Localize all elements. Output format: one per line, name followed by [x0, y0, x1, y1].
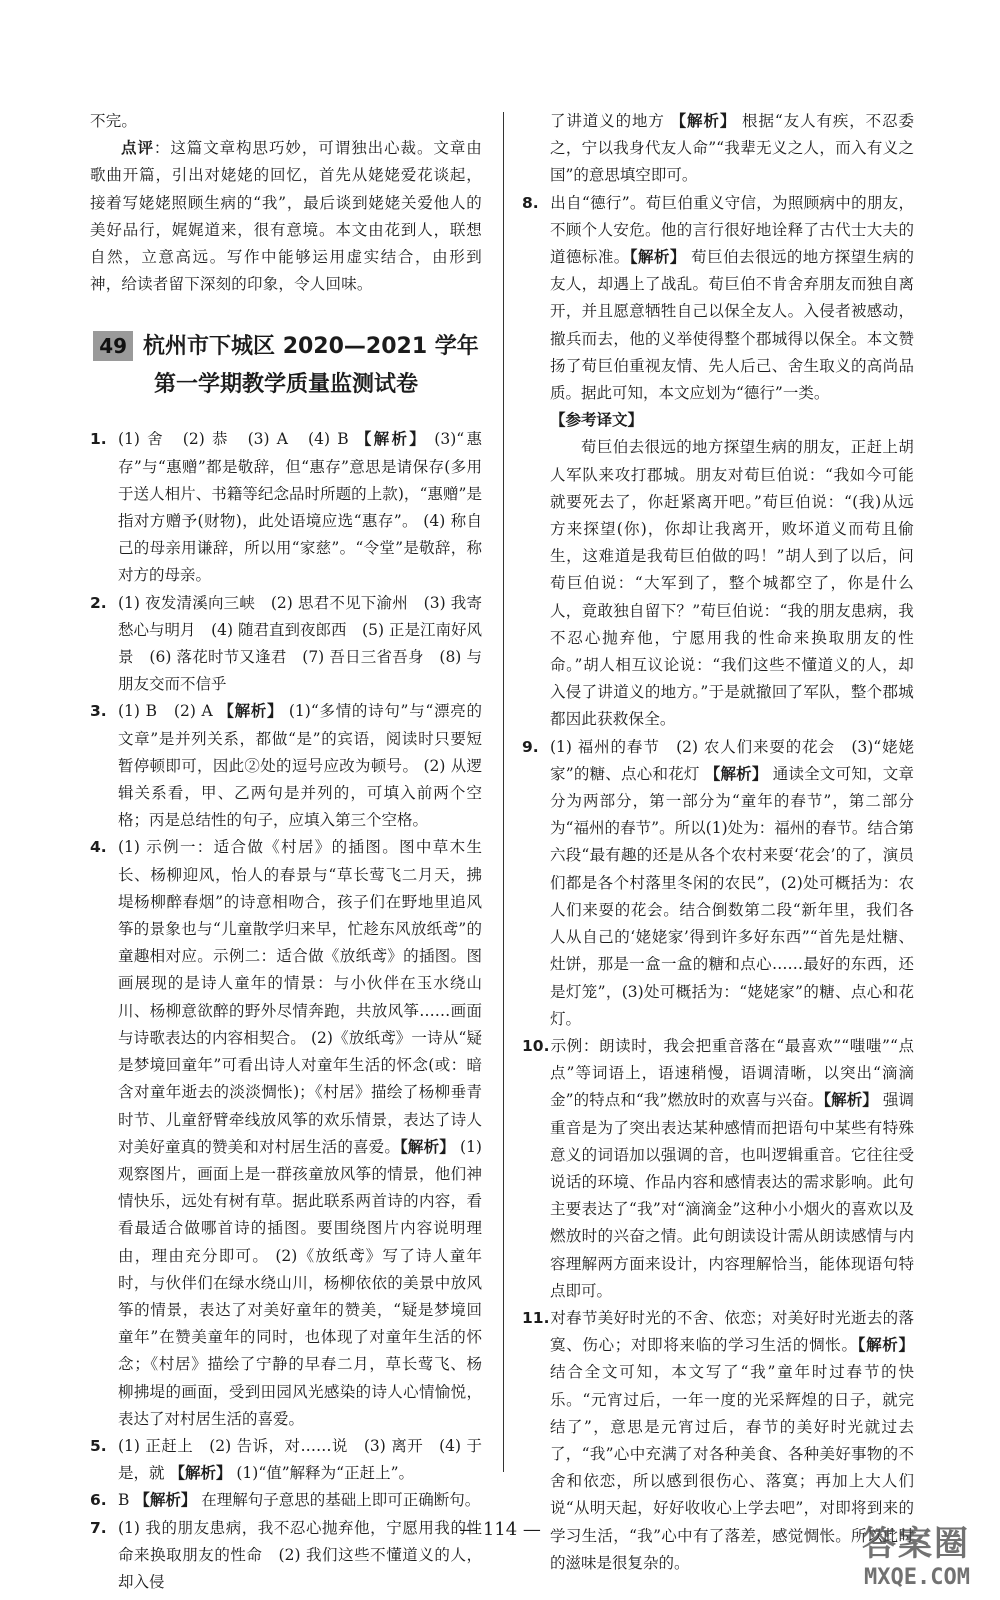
reference-translation-heading: 【参考译文】	[550, 411, 644, 430]
answer-text: (1) B (2) A	[118, 702, 219, 721]
item-number: 3.	[90, 702, 107, 721]
answer-text: 对春节美好时光的不舍、依恋；对美好时光逝去的落寞、伤心；对即将来临的学习生活的惆怅。	[550, 1308, 914, 1355]
answer-item-5	[90, 1433, 482, 1487]
analysis-text: 根据“友人有疾，不忍委之，宁以我身代友人命”“我辈无义之人，而入有义之国”的意思填空即可。	[550, 112, 914, 185]
item-number: 6.	[90, 1491, 107, 1510]
watermark-url: MXQE.COM	[864, 1565, 970, 1590]
analysis-text: 强调重音是为了突出表达某种感情而把语句中某些有特殊意义的词语加以强调的音，也叫逻辑重音。它往往受说话的环境、作品内容和感情表达的需求影响。此句主要表达了“我”对“滴滴金”这种小小烟火的喜欢以及燃放时的兴奋之情。此句朗读设计需从朗读感情与内容理解两方面来设计，内容理解恰当，能体现语句特点即可。	[550, 1091, 914, 1300]
site-watermark	[862, 1516, 970, 1590]
column-divider	[503, 112, 504, 1472]
answer-item-7-continued	[522, 108, 914, 190]
item-number: 4.	[90, 838, 107, 857]
answer-text: 了讲道义的地方	[550, 112, 671, 130]
answer-item-2	[90, 590, 482, 699]
analysis-tag: 【解析】	[704, 764, 768, 783]
watermark-logo-text: 答案圈	[862, 1524, 970, 1564]
analysis-text: (1)“值”解释为“正赶上”。	[231, 1464, 415, 1483]
section-heading	[90, 328, 482, 404]
analysis-tag: 【解析】	[629, 248, 686, 267]
answer-item-9	[522, 734, 914, 1033]
item-number: 2.	[90, 593, 107, 612]
item-number: 7.	[90, 1518, 107, 1537]
page-number: — 114 —	[459, 1519, 541, 1540]
analysis-tag: 【解析】	[355, 430, 428, 449]
item-number: 5.	[90, 1436, 107, 1455]
right-column	[522, 108, 914, 1577]
section-title-line1: 杭州市下城区 2020—2021 学年	[143, 334, 479, 360]
answer-text: 示例：朗读时，我会把重音落在“最喜欢”“嗤嗤”“点点”等词语上，语速稍慢，语调清晰，以突出“滴滴金”的特点和“我”燃放时的欢喜与兴奋。	[550, 1036, 914, 1110]
analysis-text: (1)“多情的诗句”与“漂亮的文章”是并列关系，都做“是”的宾语，阅读时只要短暂停顿即可，因此②处的逗号应改为顿号。 (2) 从逻辑关系看，甲、乙两句是并列的，可填入前两个空格；丙是总结性的句子，应填入第三个空格。	[118, 702, 482, 830]
analysis-text: 在理解句子意思的基础上即可正确断句。	[196, 1491, 481, 1510]
analysis-tag: 【解析】	[400, 1137, 455, 1156]
paragraph-continuation: 不完。	[90, 112, 138, 130]
commentary-paragraph	[90, 135, 482, 298]
analysis-text: 结合全文可知，本文写了“我”童年时过春节的快乐。“元宵过后，一年一度的光采辉煌的日子，就完结了”，意思是元宵过后，春节的美好时光就过去了，“我”心中充满了对各种美食、各种美好事物的不舍和依恋，所以感到很伤心、落寞；再加上大人们说“从明天起，好好收收心上学去吧”，对即将到来的学习生活，“我”心中有了落差，感觉惆怅。所以此时的滋味是很复杂的。	[550, 1363, 914, 1572]
answer-item-10	[522, 1033, 914, 1305]
item-number: 11.	[522, 1308, 550, 1327]
analysis-text: (3)“惠存”与“惠赠”都是敬辞，但“惠存”意思是请保存(多用于送人相片、书籍等纪念品时所题的上款)，“惠赠”是指对方赠予(财物)，此处语境应选“惠存”。 (4) 称自己的母亲用谦辞，所以用“家慈”。“令堂”是敬辞，称对方的母亲。	[118, 430, 482, 585]
item-number: 1.	[90, 430, 107, 449]
item-number: 8.	[522, 193, 539, 212]
item-number: 9.	[522, 737, 539, 756]
analysis-tag: 【解析】	[857, 1336, 914, 1355]
section-number-badge: 49	[93, 331, 133, 361]
answer-text: (1) 福州的春节 (2) 农人们来耍的花会 (3)“姥姥家”的糖、点心和花灯	[550, 737, 914, 783]
answer-item-8	[522, 190, 914, 408]
commentary-text: ：这篇文章构思巧妙，可谓独出心裁。文章由歌曲开篇，引出对姥姥的回忆，首先从姥姥爱花谈起，接着写姥姥照顾生病的“我”，最后谈到姥姥关爱他人的美好品行，娓娓道来，很有意境。本文由花到人，联想自然，立意高远。写作中能够运用虚实结合，由形到神，给读者留下深刻的印象，令人回味。	[90, 139, 482, 294]
commentary-label: 点评	[121, 139, 154, 158]
item-number: 10.	[522, 1036, 550, 1055]
answer-text: (1) 示例一：适合做《村居》的插图。图中草木生长、杨柳迎风，怡人的春景与“草长莺飞二月天，拂堤杨柳醉春烟”的诗意相吻合，孩子们在野地里追风筝的景象也与“儿童散学归来早，忙趁东风放纸鸢”的童趣相对应。示例二：适合做《放纸鸢》的插图。图画展现的是诗人童年的情景：与小伙伴在玉水绕山川、杨柳意欲醉的野外尽情奔跑，共放风筝……画面与诗歌表达的内容相契合。 (2)《放纸鸢》一诗从“疑是梦境回童年”可看出诗人对童年生活的怀念(或：暗含对童年逝去的淡淡惆怅)；《村居》描绘了杨柳垂青时节、儿童舒臂牵线放风筝的欢乐情景，表达了诗人对美好童真的赞美和对村居生活的喜爱。	[118, 838, 482, 1156]
analysis-tag: 【解析】	[670, 112, 737, 130]
left-column	[90, 108, 482, 1596]
answer-text: (1) 我的朋友患病，我不忍心抛弃他，宁愿用我的性命来换取朋友的性命 (2) 我们这些不懂道义的人，却入侵	[118, 1518, 482, 1591]
answer-item-6	[90, 1487, 482, 1514]
analysis-text: (1) 观察图片，画面上是一群孩童放风筝的情景，他们神情快乐，远处有树有草。据此联系两首诗的内容，看看最适合做哪首诗的插图。要围绕图片内容说明理由，理由充分即可。 (2)《放纸鸢》写了诗人童年时，与伙伴们在绿水绕山川，杨柳依依的美景中放风筝的情景，表达了对美好童年的赞美，“疑是梦境回童年”在赞美童年的同时，也体现了对童年生活的怀念；《村居》描绘了宁静的早春二月，草长莺飞、杨柳拂堤的画面，受到田园风光感染的诗人心情愉悦，表达了对村居生活的喜爱。	[118, 1137, 482, 1428]
analysis-tag: 【解析】	[823, 1091, 878, 1110]
analysis-text: 通读全文可知，文章分为两部分，第一部分为“童年的春节”，第二部分为“福州的春节”。所以(1)处为：福州的春节。结合第六段“最有趣的还是从各个农村来耍‘花会’的了，演员们都是各个村落里冬闲的农民”，(2)处可概括为：农人们来耍的花会。结合倒数第二段“新年里，我们各人从自己的‘姥姥家’得到许多好东西”“首先是灶糖、灶饼，那是一盒一盒的糖和点心……最好的东西，还是灯笼”，(3)处可概括为：“姥姥家”的糖、点心和花灯。	[550, 764, 914, 1028]
answer-text: (1) 正赶上 (2) 告诉，对……说 (3) 离开 (4) 于是，就	[118, 1436, 482, 1483]
answer-text: B	[118, 1491, 135, 1510]
answer-text: (1) 夜发清溪向三峡 (2) 思君不见下渝州 (3) 我寄愁心与明月 (4) 随君直到夜郎西 (5) 正是江南好风景 (6) 落花时节又逢君 (7) 吾日三省吾身 (8) 与朋友交而不信乎	[118, 593, 482, 694]
reference-translation	[522, 407, 914, 733]
analysis-text: 荀巨伯去很远的地方探望生病的友人，却遇上了战乱。荀巨伯不肯舍弃朋友而独自离开，并且愿意牺牲自己以保全友人。入侵者被感动，撤兵而去，他的义举使得整个郡城得以保全。本文赞扬了荀巨伯重视友情、先人后己、舍生取义的高尚品质。据此可知，本文应划为“德行”一类。	[550, 248, 914, 403]
answer-text: 出自“德行”。荀巨伯重义守信，为照顾病中的朋友，不顾个人安危。他的言行很好地诠释了古代士大夫的道德标准。	[550, 193, 914, 267]
answer-item-4	[90, 834, 482, 1432]
answer-text: (1) 舍 (2) 恭 (3) A (4) B	[118, 430, 356, 449]
section-title-line2: 第一学期教学质量监测试卷	[153, 372, 418, 398]
answer-item-3	[90, 698, 482, 834]
analysis-tag: 【解析】	[169, 1464, 232, 1483]
reference-translation-text: 荀巨伯去很远的地方探望生病的朋友，正赶上胡人军队来攻打郡城。朋友对荀巨伯说：“我如今可能就要死去了，你赶紧离开吧。”荀巨伯说：“(我)从远方来探望(你)，你却让我离开，败坏道义而苟且偷生，这难道是我荀巨伯做的吗！”胡人到了以后，问荀巨伯说：“大军到了，整个城都空了，你是什么人，竟敢独自留下？”荀巨伯说：“我的朋友患病，我不忍心抛弃他，宁愿用我的性命来换取朋友的性命。”胡人相互议论说：“我们这些不懂道义的人，却入侵了讲道义的地方。”于是就撤回了军队，整个郡城都因此获救保全。	[550, 438, 914, 729]
analysis-tag: 【解析】	[218, 702, 284, 721]
answer-item-1	[90, 426, 482, 589]
analysis-tag: 【解析】	[134, 1491, 197, 1510]
